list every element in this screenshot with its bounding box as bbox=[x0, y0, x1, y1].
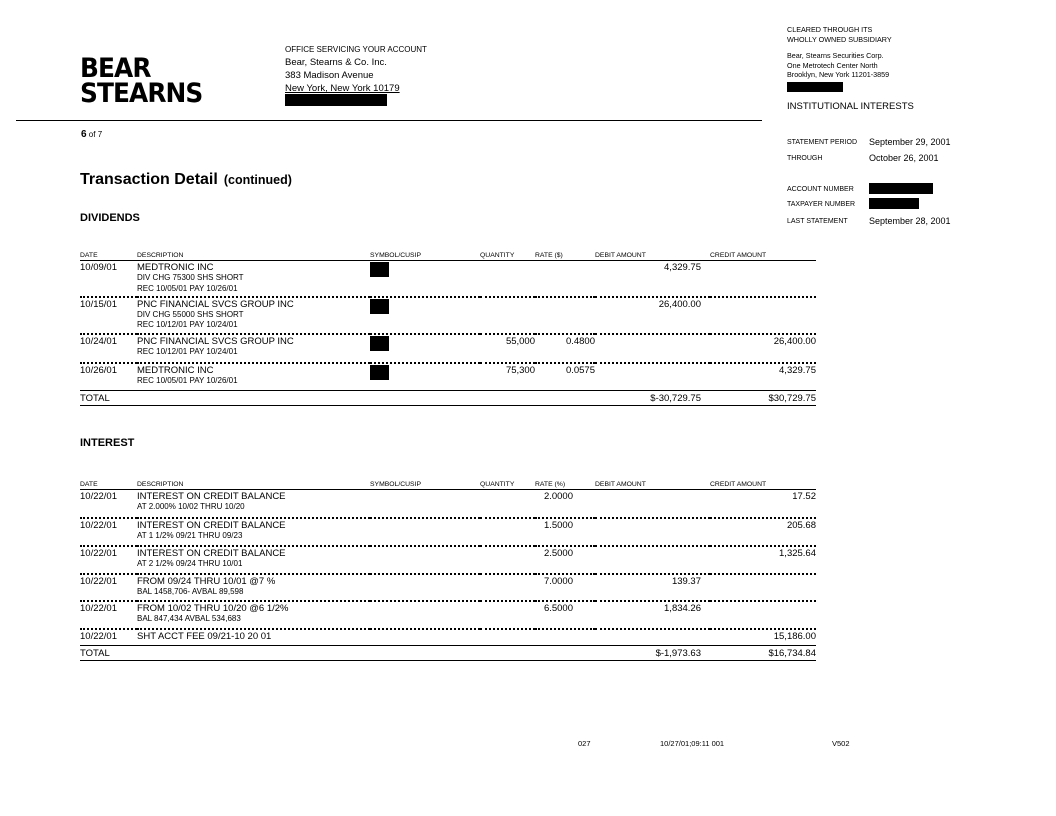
redaction-box bbox=[869, 183, 933, 194]
total-credit: $16,734.84 bbox=[710, 646, 816, 661]
cell-date: 10/24/01 bbox=[80, 334, 137, 363]
col-symbol: SYMBOL/CUSIP bbox=[370, 250, 480, 261]
table-row bbox=[80, 334, 816, 363]
redaction-box bbox=[869, 198, 919, 209]
cell-credit bbox=[710, 261, 816, 297]
cell-rate: 0.0575 bbox=[565, 364, 595, 376]
clearing-city: Brooklyn, New York 11201-3859 bbox=[787, 70, 890, 79]
cell-description: PNC FINANCIAL SVCS GROUP INC REC 10/12/01 PAY 10/24/01 bbox=[137, 334, 370, 363]
col-credit: CREDIT AMOUNT bbox=[710, 250, 816, 261]
dividends-heading: DIVIDENDS bbox=[80, 212, 140, 224]
cell-date: 10/22/01 bbox=[80, 518, 137, 546]
table-row bbox=[80, 518, 816, 546]
cell-description: FROM 10/02 THRU 10/20 @6 1/2% BAL 847,434 AVBAL 534,683 bbox=[137, 601, 370, 629]
cell-credit: 4,329.75 bbox=[779, 364, 816, 376]
cell-quantity bbox=[480, 297, 535, 334]
cell-credit bbox=[710, 297, 816, 334]
cell-debit bbox=[595, 334, 710, 363]
cell-credit: 205.68 bbox=[710, 518, 816, 546]
cell-credit: 17.52 bbox=[710, 490, 816, 518]
cell-credit: 1,325.64 bbox=[710, 546, 816, 574]
table-header-row bbox=[80, 250, 816, 261]
cell-credit bbox=[710, 574, 816, 601]
table-row bbox=[80, 629, 816, 646]
redaction-box bbox=[370, 365, 389, 380]
logo-line-1: BEAR bbox=[80, 53, 151, 84]
cell-symbol bbox=[370, 261, 480, 297]
interest-table bbox=[80, 479, 816, 661]
page-title bbox=[80, 171, 292, 189]
cell-debit: 4,329.75 bbox=[595, 261, 710, 297]
office-name: Bear, Stearns & Co. Inc. bbox=[285, 57, 387, 68]
footer-timestamp: 10/27/01;09:11 001 bbox=[660, 739, 725, 748]
table-row bbox=[80, 574, 816, 601]
col-debit: DEBIT AMOUNT bbox=[595, 479, 710, 490]
clearing-line-1: CLEARED THROUGH ITS bbox=[787, 25, 873, 34]
title-main: Transaction Detail bbox=[80, 171, 218, 188]
table-row bbox=[80, 490, 816, 518]
cell-debit bbox=[595, 629, 710, 646]
cell-rate: 7.0000 bbox=[535, 574, 595, 601]
total-debit: $-30,729.75 bbox=[595, 391, 710, 406]
footer-version: V502 bbox=[832, 739, 850, 748]
statement-period-label: STATEMENT PERIOD bbox=[787, 139, 858, 146]
cell-debit: 1,834.26 bbox=[595, 601, 710, 629]
cell-credit bbox=[710, 601, 816, 629]
cell-description: MEDTRONIC INC DIV CHG 75300 SHS SHORT REC 10/05/01 PAY 10/26/01 bbox=[137, 261, 370, 297]
through-value: October 26, 2001 bbox=[869, 153, 939, 163]
total-row bbox=[80, 391, 816, 406]
total-row bbox=[80, 646, 816, 661]
cell-debit bbox=[595, 546, 710, 574]
last-statement-label: LAST STATEMENT bbox=[787, 218, 848, 225]
col-description: DESCRIPTION bbox=[137, 479, 370, 490]
cell-quantity: 75,300 bbox=[505, 364, 535, 376]
total-debit: $-1,973.63 bbox=[595, 646, 710, 661]
redaction-box bbox=[370, 262, 389, 277]
statement-period-value: September 29, 2001 bbox=[869, 137, 951, 147]
cell-date: 10/22/01 bbox=[80, 601, 137, 629]
cell-description: MEDTRONIC INC REC 10/05/01 PAY 10/26/01 bbox=[137, 364, 238, 385]
last-statement-value: September 28, 2001 bbox=[869, 216, 951, 226]
page-total: of 7 bbox=[88, 130, 103, 139]
redaction-box bbox=[370, 299, 389, 314]
redaction-box bbox=[370, 336, 389, 351]
redaction-box bbox=[787, 82, 843, 92]
cell-rate: 2.5000 bbox=[535, 546, 595, 574]
cell-symbol bbox=[370, 297, 480, 334]
bear-stearns-logo bbox=[80, 53, 203, 109]
cell-date: 10/22/01 bbox=[80, 574, 137, 601]
footer-code: 027 bbox=[578, 739, 591, 748]
office-label: OFFICE SERVICING YOUR ACCOUNT bbox=[285, 45, 427, 54]
cell-description: INTEREST ON CREDIT BALANCE AT 1 1/2% 09/21 THRU 09/23 bbox=[137, 518, 370, 546]
cell-date: 10/26/01 bbox=[80, 364, 117, 376]
cell-date: 10/22/01 bbox=[80, 630, 117, 642]
redaction-box bbox=[285, 94, 387, 106]
cell-description: INTEREST ON CREDIT BALANCE AT 2 1/2% 09/24 THRU 10/01 bbox=[137, 546, 370, 574]
table-header-row bbox=[80, 479, 816, 490]
cell-quantity bbox=[480, 261, 535, 297]
total-credit: $30,729.75 bbox=[710, 391, 816, 406]
cell-rate bbox=[535, 629, 595, 646]
page-number bbox=[81, 129, 102, 140]
table-row bbox=[80, 261, 816, 297]
office-street: 383 Madison Avenue bbox=[285, 70, 374, 81]
cell-rate: 6.5000 bbox=[535, 601, 595, 629]
cell-date: 10/15/01 bbox=[80, 297, 137, 334]
cell-description: SHT ACCT FEE 09/21-10 20 01 bbox=[137, 630, 272, 642]
cell-description: PNC FINANCIAL SVCS GROUP INC DIV CHG 55000 SHS SHORT REC 10/12/01 PAY 10/24/01 bbox=[137, 297, 370, 334]
cell-symbol bbox=[370, 334, 480, 363]
header-divider bbox=[16, 120, 762, 121]
total-label: TOTAL bbox=[80, 646, 137, 661]
table-row bbox=[80, 297, 816, 334]
account-number-label: ACCOUNT NUMBER bbox=[787, 186, 854, 193]
clearing-block bbox=[787, 25, 892, 80]
title-continued: (continued) bbox=[223, 173, 292, 187]
cell-date: 10/22/01 bbox=[80, 490, 137, 518]
cell-debit bbox=[595, 363, 710, 391]
cell-credit: 15,186.00 bbox=[773, 630, 816, 642]
cell-debit: 139.37 bbox=[595, 574, 710, 601]
taxpayer-number-label: TAXPAYER NUMBER bbox=[787, 201, 856, 208]
interest-heading: INTEREST bbox=[80, 437, 135, 449]
dividends-table bbox=[80, 250, 816, 406]
col-rate: RATE ($) bbox=[535, 250, 595, 261]
cell-date: 10/09/01 bbox=[80, 261, 137, 297]
table-row bbox=[80, 601, 816, 629]
cell-description: INTEREST ON CREDIT BALANCE AT 2.000% 10/02 THRU 10/20 bbox=[137, 490, 370, 518]
cell-date: 10/22/01 bbox=[80, 546, 137, 574]
cell-credit: 26,400.00 bbox=[710, 334, 816, 363]
col-credit: CREDIT AMOUNT bbox=[710, 479, 816, 490]
col-rate: RATE (%) bbox=[535, 479, 595, 490]
cell-debit bbox=[595, 518, 710, 546]
total-label: TOTAL bbox=[80, 391, 137, 406]
clearing-name: Bear, Stearns Securities Corp. bbox=[787, 51, 884, 60]
cell-rate bbox=[535, 261, 595, 297]
col-date: DATE bbox=[80, 250, 137, 261]
cell-debit: 26,400.00 bbox=[595, 297, 710, 334]
cell-symbol bbox=[370, 363, 480, 391]
table-row bbox=[80, 363, 816, 391]
through-label: THROUGH bbox=[787, 155, 823, 162]
col-debit: DEBIT AMOUNT bbox=[595, 250, 710, 261]
col-date: DATE bbox=[80, 479, 137, 490]
cell-rate: 2.0000 bbox=[535, 490, 595, 518]
cell-description: FROM 09/24 THRU 10/01 @7 % BAL 1458,706- AVBAL 89,598 bbox=[137, 574, 370, 601]
col-symbol: SYMBOL/CUSIP bbox=[370, 479, 480, 490]
cell-rate: 1.5000 bbox=[535, 518, 595, 546]
logo-line-2: STEARNS bbox=[80, 78, 203, 109]
office-address-block bbox=[285, 43, 427, 95]
cell-rate: 0.4800 bbox=[535, 334, 595, 363]
table-row bbox=[80, 546, 816, 574]
office-city: New York, New York 10179 bbox=[285, 83, 400, 94]
clearing-line-2: WHOLLY OWNED SUBSIDIARY bbox=[787, 34, 892, 44]
col-quantity: QUANTITY bbox=[480, 479, 535, 490]
cell-rate bbox=[535, 297, 595, 334]
cell-quantity: 55,000 bbox=[480, 334, 535, 363]
clearing-street: One Metrotech Center North bbox=[787, 60, 878, 70]
col-description: DESCRIPTION bbox=[137, 250, 370, 261]
col-quantity: QUANTITY bbox=[480, 250, 535, 261]
page-current: 6 bbox=[81, 129, 87, 140]
account-name: INSTITUTIONAL INTERESTS bbox=[787, 101, 914, 112]
cell-debit bbox=[595, 490, 710, 518]
